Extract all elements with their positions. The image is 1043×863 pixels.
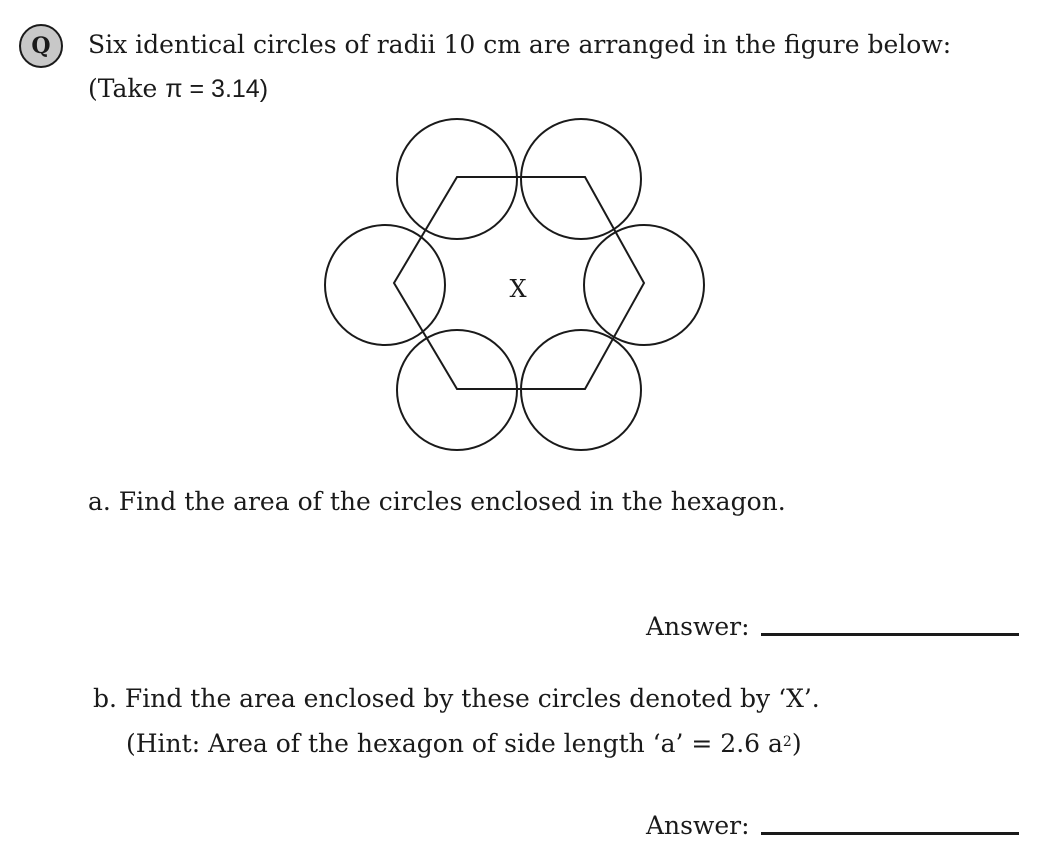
answer-a-label: Answer: xyxy=(646,612,750,641)
part-b-question: b. Find the area enclosed by these circles denoted by ‘X’. xyxy=(93,684,820,713)
circle-top-left xyxy=(397,119,517,239)
question-badge: Q xyxy=(19,24,63,68)
circle-left xyxy=(325,225,445,345)
hint-exponent: 2 xyxy=(782,734,792,750)
question-text: Six identical circles of radii 10 cm are arranged in the figure below: xyxy=(88,30,952,59)
answer-b-label: Answer: xyxy=(646,811,750,840)
hint-close: ) xyxy=(791,729,802,758)
part-a-question: a. Find the area of the circles enclosed in the hexagon. xyxy=(88,487,786,516)
answer-a-field[interactable] xyxy=(761,633,1019,636)
pi-instruction xyxy=(88,74,268,104)
circle-top-right xyxy=(521,119,641,239)
region-label-x: X xyxy=(509,275,527,303)
six-circles-hexagon-figure xyxy=(300,100,730,470)
part-b-hint xyxy=(126,729,802,759)
answer-b-field[interactable] xyxy=(761,832,1019,835)
hint-text: (Hint: Area of the hexagon of side length ‘a’ = 2.6 a xyxy=(126,729,783,758)
pi-instruction-open: (Take xyxy=(88,74,166,103)
pi-value: π = 3.14) xyxy=(165,75,269,103)
